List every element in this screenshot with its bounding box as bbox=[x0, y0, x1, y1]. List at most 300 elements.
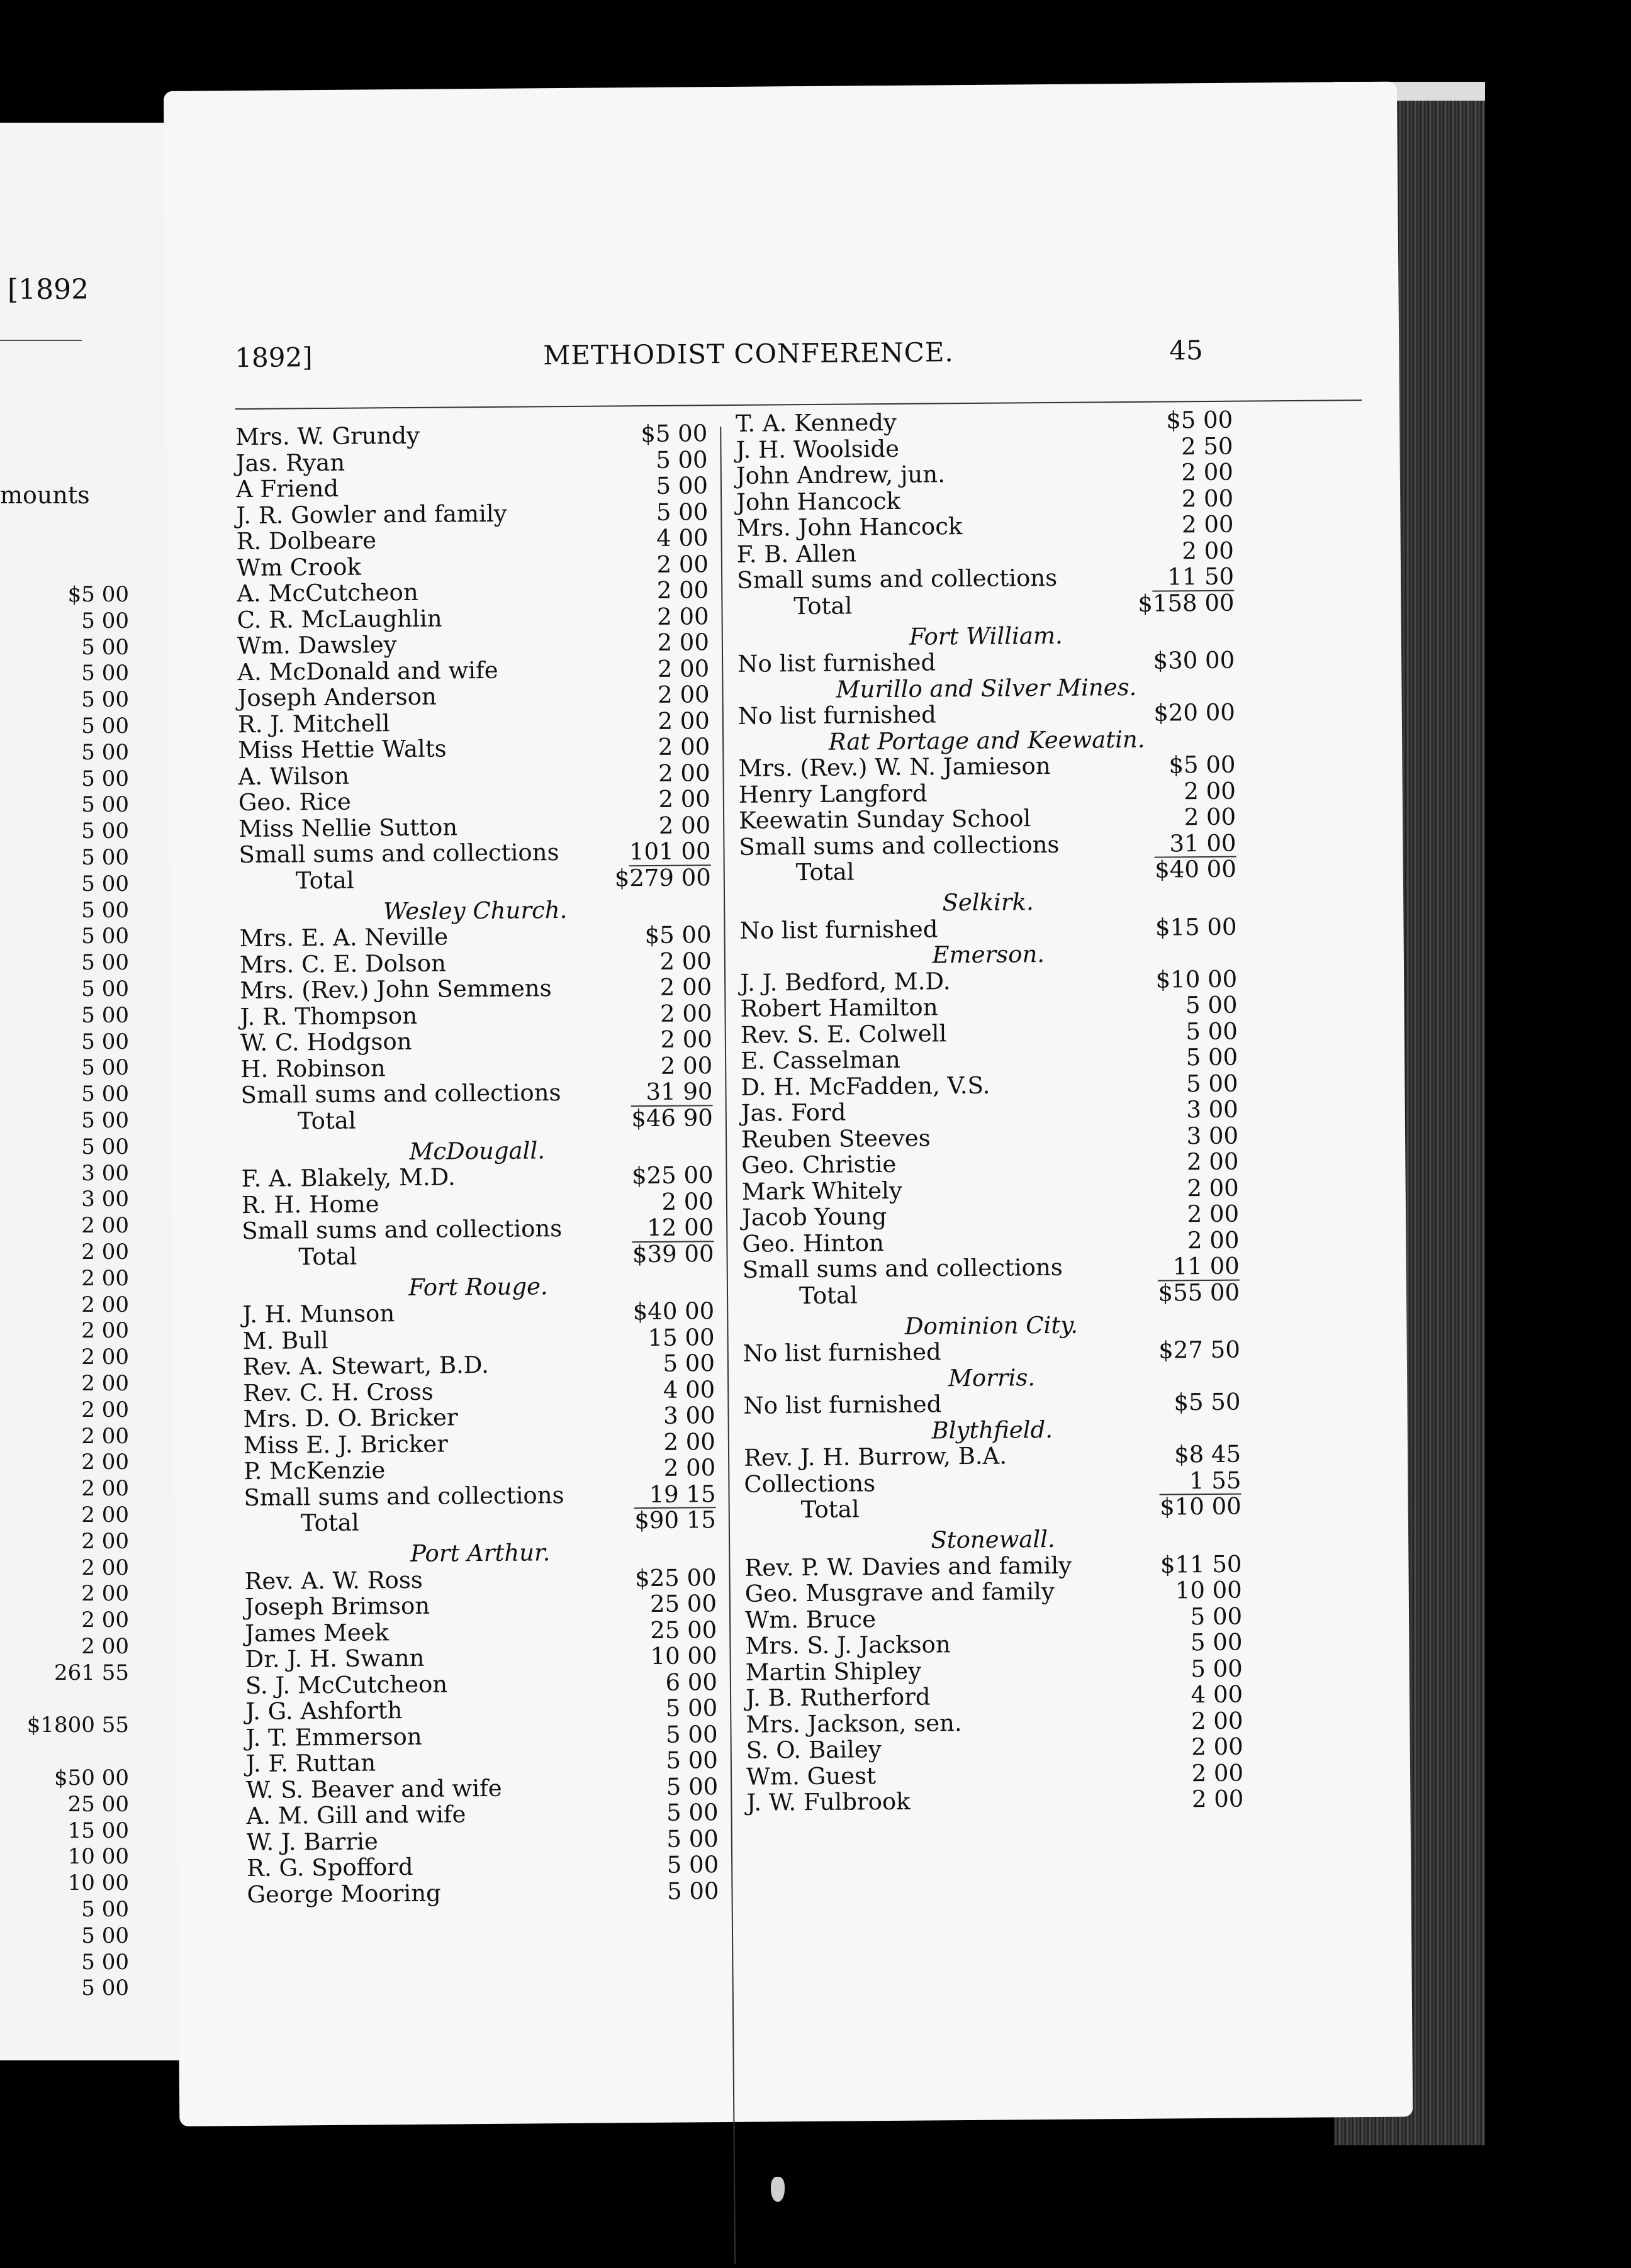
contributor-name: Geo. Rice bbox=[238, 788, 351, 817]
contribution-amount: 25 00 bbox=[649, 1590, 717, 1618]
contribution-amount: 2 00 bbox=[659, 973, 712, 1001]
contribution-amount: 5 00 bbox=[663, 1349, 715, 1377]
contribution-amount: 2 00 bbox=[658, 707, 710, 735]
contribution-amount: 2 50 bbox=[1180, 432, 1233, 460]
section-title: McDougall. bbox=[409, 1136, 546, 1165]
right-column bbox=[736, 407, 1244, 1816]
contribution-amount: 2 00 bbox=[1184, 777, 1236, 805]
left-page-amount: 5 00 bbox=[81, 608, 129, 634]
total-amount: $39 00 bbox=[632, 1239, 714, 1268]
entry-row bbox=[245, 1643, 717, 1672]
total-amount: $90 15 bbox=[634, 1506, 717, 1534]
section-title: Murillo and Silver Mines. bbox=[836, 673, 1137, 703]
contributor-name: Mark Whitely bbox=[741, 1176, 902, 1205]
entry-row bbox=[746, 1786, 1243, 1816]
contribution-amount: 2 00 bbox=[656, 550, 709, 578]
contributor-name: Wm. Dawsley bbox=[237, 631, 397, 660]
contribution-amount: 5 00 bbox=[666, 1746, 719, 1774]
entry-row bbox=[741, 1018, 1238, 1048]
contribution-amount: $30 00 bbox=[1153, 646, 1235, 674]
left-page-amount: 2 00 bbox=[81, 1292, 129, 1317]
section-heading bbox=[744, 1415, 1241, 1445]
left-page-amount: 5 00 bbox=[81, 818, 129, 844]
entry-row bbox=[237, 656, 709, 685]
contribution-amount: 3 00 bbox=[1186, 1095, 1238, 1124]
contribution-amount: $15 00 bbox=[1155, 913, 1237, 941]
contributor-name: Keewatin Sunday School bbox=[738, 805, 1031, 834]
left-page-amount: 2 00 bbox=[81, 1450, 129, 1475]
left-page-amount: 2 00 bbox=[81, 1371, 129, 1396]
contributor-name: J. T. Emmerson bbox=[245, 1723, 422, 1751]
entry-row bbox=[237, 577, 709, 606]
contributor-name: Mrs. (Rev.) John Semmens bbox=[240, 975, 552, 1005]
entry-row bbox=[744, 1551, 1241, 1581]
contributor-name: H. Robinson bbox=[240, 1054, 386, 1083]
contribution-amount: $8 45 bbox=[1174, 1440, 1241, 1468]
contributor-name: Small sums and collections bbox=[244, 1481, 564, 1511]
contributor-name: John Hancock bbox=[736, 487, 901, 516]
entry-row bbox=[238, 812, 710, 842]
contributor-name: Miss E. J. Bricker bbox=[243, 1430, 448, 1459]
entry-row bbox=[746, 1760, 1243, 1790]
column-divider bbox=[720, 427, 736, 2264]
entry-row bbox=[736, 511, 1233, 542]
left-page-amount: 2 00 bbox=[81, 1581, 129, 1607]
entry-row bbox=[237, 629, 709, 659]
entry-row bbox=[746, 1734, 1243, 1764]
left-page-amount: 2 00 bbox=[81, 1528, 129, 1554]
left-page-amount: 2 00 bbox=[81, 1397, 129, 1422]
total-label: Total bbox=[297, 1107, 356, 1134]
left-page-amount: 2 00 bbox=[81, 1239, 129, 1265]
contributor-name: Small sums and collections bbox=[742, 1253, 1063, 1283]
contribution-amount: $10 00 bbox=[1155, 965, 1238, 993]
contribution-amount: 2 00 bbox=[660, 1025, 713, 1053]
left-page-amount: 5 00 bbox=[81, 897, 129, 923]
entry-row bbox=[736, 433, 1233, 463]
contributor-name: R. J. Mitchell bbox=[237, 709, 390, 738]
section-heading bbox=[239, 896, 711, 925]
section-title: Fort William. bbox=[909, 622, 1063, 651]
left-page-amount: 5 00 bbox=[81, 1055, 129, 1081]
entry-row bbox=[240, 1026, 712, 1056]
entry-row bbox=[745, 1629, 1242, 1660]
contributor-name: Jas. Ford bbox=[741, 1098, 846, 1127]
contributor-name: Martin Shipley bbox=[745, 1657, 922, 1686]
total-row bbox=[743, 1279, 1240, 1314]
section-heading bbox=[738, 725, 1235, 756]
contribution-amount: 11 50 bbox=[1167, 562, 1235, 591]
entry-row bbox=[240, 1053, 712, 1082]
total-amount: $55 00 bbox=[1158, 1278, 1240, 1307]
contribution-amount: 5 00 bbox=[665, 1720, 718, 1748]
total-row bbox=[737, 589, 1234, 625]
contribution-amount: 2 00 bbox=[657, 602, 709, 630]
contributor-name: R. G. Spofford bbox=[247, 1853, 413, 1882]
section-title: Emerson. bbox=[932, 941, 1045, 969]
contribution-amount: $25 00 bbox=[631, 1161, 714, 1190]
contributor-name: J. B. Rutherford bbox=[745, 1683, 931, 1712]
section-title: Selkirk. bbox=[942, 888, 1034, 917]
left-page-amount: 10 00 bbox=[67, 1870, 129, 1896]
left-page-amount: 25 00 bbox=[67, 1791, 129, 1817]
contribution-amount: $5 50 bbox=[1174, 1388, 1241, 1416]
contribution-amount: $5 00 bbox=[1166, 406, 1233, 434]
contributor-name: Mrs. D. O. Bricker bbox=[243, 1404, 458, 1433]
contributor-name: C. R. McLaughlin bbox=[237, 605, 442, 634]
contributor-name: Robert Hamilton bbox=[740, 993, 938, 1022]
entry-row bbox=[739, 913, 1236, 944]
contributor-name: J. G. Ashforth bbox=[245, 1697, 403, 1726]
entry-row bbox=[237, 551, 709, 581]
total-label: Total bbox=[799, 1281, 858, 1309]
entry-row bbox=[235, 447, 707, 476]
left-page-amount: 261 55 bbox=[54, 1660, 129, 1685]
left-page-rule bbox=[0, 340, 82, 341]
contributor-name: A. McCutcheon bbox=[237, 578, 418, 608]
entry-row bbox=[742, 1201, 1239, 1231]
contribution-amount: 2 00 bbox=[661, 1187, 714, 1215]
contributor-name: John Andrew, jun. bbox=[736, 461, 946, 489]
entry-row bbox=[741, 1122, 1238, 1153]
contribution-amount: 19 15 bbox=[649, 1480, 716, 1508]
contribution-amount: 1 55 bbox=[1189, 1466, 1241, 1494]
contribution-amount: 4 00 bbox=[1191, 1680, 1243, 1709]
scan-mark bbox=[771, 2177, 785, 2202]
entry-row bbox=[240, 1078, 712, 1108]
contribution-amount: 10 00 bbox=[1175, 1576, 1242, 1604]
contributor-name: Small sums and collections bbox=[240, 1079, 561, 1109]
left-page-amount: 2 00 bbox=[81, 1634, 129, 1659]
contribution-amount: 10 00 bbox=[650, 1642, 717, 1670]
contribution-amount: 5 00 bbox=[656, 498, 709, 526]
section-title: Wesley Church. bbox=[383, 896, 568, 925]
contribution-amount: 5 00 bbox=[1185, 1043, 1238, 1071]
entry-row bbox=[745, 1577, 1242, 1607]
contributor-name: J. W. Fulbrook bbox=[746, 1787, 911, 1816]
entry-row bbox=[240, 974, 712, 1003]
entry-row bbox=[742, 1227, 1239, 1257]
contributor-name: Rev. J. H. Burrow, B.A. bbox=[743, 1442, 1007, 1472]
total-row bbox=[739, 856, 1236, 891]
contributor-name: Rev. S. E. Colwell bbox=[740, 1019, 947, 1049]
entry-row bbox=[247, 1878, 719, 1908]
entry-row bbox=[240, 948, 712, 978]
left-page-year: [1892 bbox=[8, 274, 89, 306]
left-page-amount: 5 00 bbox=[81, 1002, 129, 1028]
contribution-amount: 2 00 bbox=[1187, 1174, 1239, 1202]
left-page-heading: mounts bbox=[0, 481, 90, 509]
contributor-name: A. Wilson bbox=[238, 762, 350, 790]
left-page-amount: 2 00 bbox=[81, 1265, 129, 1291]
left-page-amount: 5 00 bbox=[81, 661, 129, 686]
contribution-amount: $25 00 bbox=[634, 1563, 717, 1592]
contributor-name: Small sums and collections bbox=[242, 1215, 563, 1245]
section-heading bbox=[241, 1136, 713, 1166]
entry-row bbox=[736, 459, 1233, 489]
left-page-amount: 2 00 bbox=[81, 1213, 129, 1239]
entry-row bbox=[242, 1298, 714, 1327]
total-amount: $46 90 bbox=[631, 1103, 714, 1132]
contributor-name: Joseph Brimson bbox=[244, 1592, 430, 1621]
entry-row bbox=[746, 1682, 1243, 1712]
total-amount: $279 00 bbox=[614, 863, 712, 891]
contribution-amount: 5 00 bbox=[666, 1851, 719, 1879]
contribution-amount: 5 00 bbox=[666, 1877, 719, 1905]
contributor-name: T. A. Kennedy bbox=[736, 408, 897, 437]
entry-row bbox=[739, 778, 1236, 808]
contribution-amount: 2 00 bbox=[658, 811, 711, 839]
section-title: Morris. bbox=[948, 1363, 1036, 1392]
section-heading bbox=[739, 888, 1236, 918]
entry-row bbox=[238, 786, 710, 815]
entry-row bbox=[740, 966, 1237, 996]
contributor-name: Mrs. E. A. Neville bbox=[239, 923, 449, 952]
entry-row bbox=[246, 1747, 718, 1777]
contributor-name: J. R. Thompson bbox=[240, 1002, 418, 1031]
contribution-amount: 25 00 bbox=[650, 1616, 717, 1644]
entry-row bbox=[245, 1590, 717, 1620]
contribution-amount: 3 00 bbox=[1186, 1122, 1239, 1149]
entry-row bbox=[244, 1429, 715, 1458]
entry-row bbox=[741, 1044, 1238, 1075]
total-label: Total bbox=[298, 1243, 357, 1270]
contribution-amount: 5 00 bbox=[666, 1824, 719, 1853]
entry-row bbox=[242, 1188, 714, 1218]
contribution-amount: 2 00 bbox=[1186, 1148, 1239, 1176]
contribution-amount: 2 00 bbox=[659, 999, 712, 1027]
contributor-name: Rev. A. Stewart, B.D. bbox=[242, 1351, 490, 1381]
entry-row bbox=[242, 1214, 714, 1244]
contribution-amount: 2 00 bbox=[1181, 484, 1234, 512]
contributor-name: Wm. Guest bbox=[746, 1762, 877, 1790]
contribution-amount: $40 00 bbox=[632, 1297, 715, 1326]
contributor-name: W. J. Barrie bbox=[246, 1827, 378, 1856]
entry-row bbox=[245, 1617, 717, 1646]
contributor-name: No list furnished bbox=[737, 701, 936, 730]
left-page-amount: 5 00 bbox=[81, 1923, 129, 1948]
left-page-amount: 5 00 bbox=[81, 1134, 129, 1159]
contribution-amount: 2 00 bbox=[1191, 1759, 1244, 1787]
section-title: Fort Rouge. bbox=[408, 1272, 548, 1301]
left-page-amount: 2 00 bbox=[81, 1502, 129, 1528]
contribution-amount: 31 00 bbox=[1169, 829, 1236, 857]
entry-row bbox=[247, 1826, 719, 1855]
contribution-amount: 5 00 bbox=[665, 1694, 718, 1722]
contributor-name: Small sums and collections bbox=[739, 830, 1060, 861]
contribution-amount: 6 00 bbox=[665, 1668, 718, 1696]
contribution-amount: 5 00 bbox=[1185, 1070, 1238, 1097]
left-page-amount: 5 00 bbox=[81, 1108, 129, 1133]
total-amount: $10 00 bbox=[1160, 1492, 1241, 1521]
contribution-amount: 2 00 bbox=[1191, 1733, 1243, 1761]
contribution-amount: 2 00 bbox=[657, 628, 710, 656]
entry-row bbox=[240, 1000, 712, 1030]
contributor-name: M. Bull bbox=[242, 1326, 328, 1355]
entry-row bbox=[741, 1149, 1238, 1179]
contributor-name: No list furnished bbox=[737, 649, 936, 678]
page-number: 45 bbox=[1169, 335, 1203, 366]
contributor-name: Miss Nellie Sutton bbox=[238, 813, 458, 842]
entry-row bbox=[738, 700, 1235, 730]
left-page-amount: 5 00 bbox=[81, 634, 129, 660]
contributor-name: No list furnished bbox=[739, 915, 938, 944]
contribution-amount: 2 00 bbox=[658, 759, 710, 787]
contributor-name: A. McDonald and wife bbox=[237, 656, 498, 686]
left-page-amount: $5 00 bbox=[67, 582, 129, 607]
entry-row bbox=[745, 1603, 1242, 1633]
contribution-amount: 2 00 bbox=[1182, 537, 1234, 564]
entry-row bbox=[743, 1253, 1240, 1283]
left-page-fragment bbox=[0, 123, 189, 2060]
contributor-name: Wm Crook bbox=[236, 553, 361, 581]
contribution-amount: $5 00 bbox=[1169, 751, 1236, 779]
left-page-amount: 5 00 bbox=[81, 1897, 129, 1922]
total-label: Total bbox=[295, 866, 354, 894]
contributor-name: Collections bbox=[744, 1469, 876, 1498]
contribution-amount: 15 00 bbox=[647, 1323, 715, 1351]
entry-row bbox=[241, 1162, 713, 1192]
left-page-amount: 5 00 bbox=[81, 687, 129, 713]
entry-row bbox=[738, 752, 1235, 782]
left-page-amount: 5 00 bbox=[81, 739, 129, 765]
contributor-name: Jas. Ryan bbox=[235, 449, 345, 477]
contribution-amount: 2 00 bbox=[663, 1454, 716, 1482]
entry-row bbox=[245, 1695, 717, 1724]
contributor-name: Rev. A. W. Ross bbox=[244, 1566, 423, 1595]
section-title: Blythfield. bbox=[931, 1416, 1053, 1444]
entry-row bbox=[247, 1852, 719, 1881]
contributor-name: George Mooring bbox=[247, 1879, 441, 1908]
contributor-name: No list furnished bbox=[743, 1338, 941, 1367]
contribution-amount: 2 00 bbox=[658, 733, 710, 761]
contribution-amount: 101 00 bbox=[629, 837, 711, 866]
entry-row bbox=[246, 1774, 718, 1803]
total-label: Total bbox=[800, 1495, 860, 1524]
total-row bbox=[242, 1241, 714, 1276]
left-page-amount: 5 00 bbox=[81, 976, 129, 1002]
contributor-name: Henry Langford bbox=[738, 779, 928, 808]
entry-row bbox=[243, 1377, 715, 1406]
entry-row bbox=[236, 472, 708, 502]
left-page-amount: 2 00 bbox=[81, 1423, 129, 1449]
section-title: Rat Portage and Keewatin. bbox=[828, 725, 1145, 756]
left-page-amount: 5 00 bbox=[81, 713, 129, 739]
contributor-name: Mrs. (Rev.) W. N. Jamieson bbox=[738, 752, 1051, 782]
left-page-amount: 2 00 bbox=[81, 1344, 129, 1370]
contribution-amount: 11 00 bbox=[1172, 1252, 1240, 1280]
contributor-name: J. H. Munson bbox=[242, 1300, 395, 1329]
section-heading bbox=[740, 940, 1237, 970]
entry-row bbox=[245, 1721, 717, 1751]
left-page-amount: 5 00 bbox=[81, 1029, 129, 1054]
contributor-name: Dr. J. H. Swann bbox=[245, 1644, 425, 1673]
contribution-amount: $20 00 bbox=[1153, 698, 1235, 727]
contributor-name: P. McKenzie bbox=[244, 1456, 386, 1485]
section-heading bbox=[242, 1272, 714, 1302]
total-label: Total bbox=[793, 591, 853, 620]
contributor-name: Mrs. S. J. Jackson bbox=[745, 1631, 951, 1660]
contribution-amount: 5 00 bbox=[666, 1799, 719, 1826]
left-page-amount: 5 00 bbox=[81, 1975, 129, 2001]
contributor-name: J. H. Woolside bbox=[736, 435, 900, 464]
contribution-amount: 2 00 bbox=[1187, 1200, 1240, 1228]
entry-row bbox=[236, 525, 708, 554]
header-title: METHODIST CONFERENCE. bbox=[543, 337, 954, 371]
contributor-name: Mrs. C. E. Dolson bbox=[239, 949, 447, 978]
contributor-name: Mrs. John Hancock bbox=[736, 513, 963, 542]
contributor-name: J. R. Gowler and family bbox=[236, 500, 507, 529]
entry-row bbox=[737, 564, 1234, 594]
contributor-name: J. J. Bedford, M.D. bbox=[739, 967, 951, 997]
total-row bbox=[244, 1507, 716, 1542]
section-title: Stonewall. bbox=[931, 1525, 1055, 1554]
left-page-amount: 3 00 bbox=[81, 1187, 129, 1212]
entry-row bbox=[236, 499, 708, 528]
entry-row bbox=[741, 1097, 1238, 1127]
left-page-amount: 5 00 bbox=[81, 1949, 129, 1975]
contributor-name: Rev. P. W. Davies and family bbox=[744, 1551, 1072, 1582]
entry-row bbox=[244, 1455, 715, 1484]
entry-row bbox=[741, 1070, 1238, 1100]
contribution-amount: 5 00 bbox=[1190, 1628, 1243, 1656]
contribution-amount: 4 00 bbox=[656, 524, 709, 552]
contributor-name: S. O. Bailey bbox=[746, 1736, 882, 1764]
left-page-amount: 5 00 bbox=[81, 924, 129, 949]
contribution-amount: 2 00 bbox=[1191, 1707, 1243, 1735]
contribution-amount: 2 00 bbox=[1187, 1226, 1240, 1254]
entry-row bbox=[245, 1669, 717, 1699]
contributor-name: Joseph Anderson bbox=[237, 683, 437, 712]
contribution-amount: $11 50 bbox=[1160, 1550, 1242, 1578]
contribution-amount: 2 00 bbox=[1181, 458, 1233, 486]
contribution-amount: $5 00 bbox=[644, 921, 712, 949]
contributor-name: No list furnished bbox=[743, 1390, 942, 1419]
contributor-name: James Meek bbox=[245, 1618, 390, 1647]
contribution-amount: 2 00 bbox=[663, 1427, 716, 1456]
contributor-name: E. Casselman bbox=[740, 1046, 900, 1075]
contributor-name: W. S. Beaver and wife bbox=[246, 1774, 502, 1804]
left-page-amount: $50 00 bbox=[54, 1765, 129, 1790]
entry-row bbox=[243, 1350, 715, 1380]
contribution-amount: 2 00 bbox=[657, 681, 710, 708]
left-page-amount: 5 00 bbox=[81, 950, 129, 976]
left-page-amount: 5 00 bbox=[81, 871, 129, 897]
entry-row bbox=[238, 760, 710, 790]
entry-row bbox=[242, 1324, 714, 1354]
contribution-amount: 2 00 bbox=[658, 785, 711, 813]
total-row bbox=[241, 1105, 713, 1140]
section-title: Dominion City. bbox=[904, 1311, 1079, 1340]
entry-row bbox=[238, 708, 710, 737]
contributor-name: Wm. Bruce bbox=[744, 1605, 877, 1634]
total-label: Total bbox=[795, 858, 855, 886]
contribution-amount: $5 00 bbox=[641, 420, 708, 448]
header-year: 1892] bbox=[235, 342, 313, 374]
contribution-amount: 2 00 bbox=[1181, 510, 1234, 539]
contributor-name: W. C. Hodgson bbox=[240, 1027, 412, 1057]
entry-row bbox=[742, 1175, 1239, 1205]
left-page-amount: 2 00 bbox=[81, 1607, 129, 1633]
contribution-amount: 12 00 bbox=[647, 1214, 714, 1242]
contribution-amount: 5 00 bbox=[1185, 1017, 1238, 1045]
contribution-amount: 2 00 bbox=[660, 1051, 713, 1080]
contributor-name: A Friend bbox=[235, 474, 339, 503]
contributor-name: Geo. Christie bbox=[741, 1150, 897, 1179]
entry-row bbox=[746, 1707, 1243, 1738]
contribution-amount: 5 00 bbox=[1191, 1655, 1243, 1682]
total-amount: $40 00 bbox=[1155, 855, 1236, 883]
